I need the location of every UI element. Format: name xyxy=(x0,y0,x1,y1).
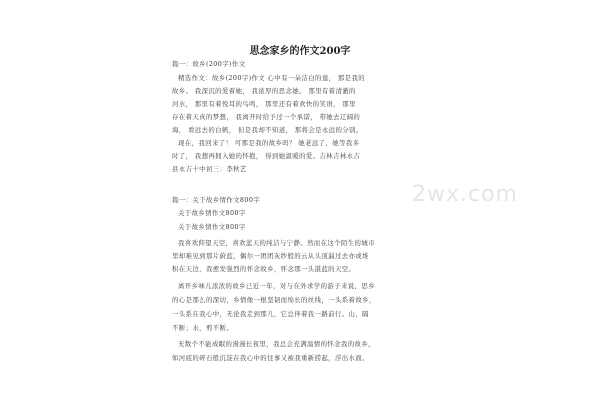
text-line: 关于故乡情作文800字 xyxy=(178,223,246,231)
text-line: 里却难见到那片蔚蓝，偶尔一团团灰纱般的云从头顶漏过去亦或堆 xyxy=(172,252,369,260)
text-line: 篇一：故乡(200字)作文 xyxy=(172,60,246,68)
text-line: 海， 看远去的白帆， 但是我却不知道， 那将会是永远的分别。 xyxy=(172,126,363,134)
document-title: 思念家乡的作文200字 xyxy=(249,46,351,57)
text-line: 篇一：关于故乡情作文800字 xyxy=(172,196,261,204)
document-page xyxy=(150,0,518,400)
text-line: 不断；水，剪不断。 xyxy=(172,324,234,332)
text-line: 关于故乡情作文800字 xyxy=(178,209,246,217)
text-line: 积在天边，我愈发强烈的怀念故乡，怀念那一头湛蓝的天空。 xyxy=(172,265,356,273)
text-line: 现在，我回来了！ 可那是我的故乡吗？ 她老远了，她等我多 xyxy=(178,139,360,147)
text-line: 故乡。 我深沉的爱着她， 我浓厚的思念她。 那里有着清澈的 xyxy=(172,87,356,95)
watermark: 2wx.com xyxy=(412,182,518,207)
text-line: 离开乡味儿浓浓的故乡已近一年，对与在外求学的游子来说，思乡 xyxy=(178,282,375,290)
text-line: 无数个不能成眠的漫漫长夜里，我总会充满温情的怀念我的故乡， xyxy=(178,340,375,348)
text-line: 时了， 我想再拥入她的怀抱， 得到她温暖的爱。吉林吉林永吉 xyxy=(172,152,361,160)
text-line: 的心是那么的深切，乡情像一根坚韧而绵长的丝线，一头系着故乡， xyxy=(172,296,376,304)
text-line: 河水， 那里有着悦耳的鸟鸣， 那里还有着欢快的笑语， 那里 xyxy=(172,100,356,108)
text-line: 县永吉十中初三：李秋艺 xyxy=(172,165,247,173)
text-line: 我喜欢仰望天空，喜欢蓝天的纯洁与宁静。然而在这个陌生的城市 xyxy=(178,239,375,247)
text-line: 存在着天真的梦想， 我离开时给予过一个承诺， 带她去辽阔的 xyxy=(172,113,361,121)
text-line: 如河底的碎石般沉淀在我心中的往事又被我重新捞起，浮出水面。 xyxy=(172,354,369,362)
text-line: 精选作文：故乡(200字)作文 心中有一朵洁白的莲， 那是我的 xyxy=(178,74,366,82)
text-line: 一头系在我心中，无论我走到那儿，它总伴着我一路前行。山，隔 xyxy=(172,310,369,318)
